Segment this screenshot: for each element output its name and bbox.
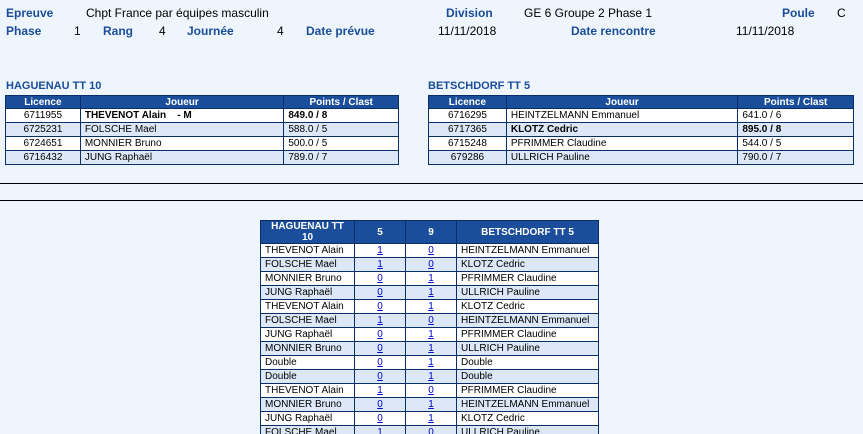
separator-top [0,183,863,184]
match-home-score-cell [355,286,406,300]
match-row [261,258,599,272]
player-licence: 6724651 [6,137,81,151]
phase-value: 1 [74,24,81,38]
match-row [261,412,599,426]
player-licence: 6717365 [429,123,507,137]
match-home-score-link[interactable]: 0 [377,301,383,312]
player-points: 641.0 / 6 [738,109,854,123]
player-name: THEVENOT Alain - M [80,109,284,123]
match-away-score-link[interactable]: 1 [428,399,434,410]
player-name: HEINTZELMANN Emmanuel [506,109,738,123]
player-row [6,109,399,123]
journee-label: Journée [187,24,234,38]
match-away-score-link[interactable]: 1 [428,343,434,354]
match-home-player: Double [261,356,355,370]
player-points: 790.0 / 7 [738,151,854,165]
match-away-score-link[interactable]: 0 [428,315,434,326]
match-away-score-cell [406,286,457,300]
separator-bottom [0,200,863,201]
col-licence: Licence [429,96,507,109]
match-away-player: PFRIMMER Claudine [457,272,599,286]
player-points: 544.0 / 5 [738,137,854,151]
match-away-score-link[interactable]: 1 [428,413,434,424]
match-home-score-cell [355,258,406,272]
match-away-score-cell [406,314,457,328]
player-points: 789.0 / 7 [284,151,399,165]
match-away-score-link[interactable]: 0 [428,385,434,396]
match-home-player: JUNG Raphaël [261,412,355,426]
epreuve-value: Chpt France par équipes masculin [86,6,269,20]
division-label: Division [446,6,493,20]
player-points: 895.0 / 8 [738,123,854,137]
match-away-score-link[interactable]: 1 [428,329,434,340]
match-home-score-link[interactable]: 0 [377,399,383,410]
match-away-score-cell [406,384,457,398]
match-away-player: ULLRICH Pauline [457,426,599,434]
match-home-player: MONNIER Bruno [261,272,355,286]
match-home-score-cell [355,370,406,384]
player-points: 849.0 / 8 [284,109,399,123]
matches-header-away: BETSCHDORF TT 5 [457,221,599,244]
match-home-score-link[interactable]: 1 [377,427,383,434]
player-row [6,151,399,165]
col-licence: Licence [6,96,81,109]
match-home-score-link[interactable]: 1 [377,259,383,270]
match-away-score-link[interactable]: 0 [428,259,434,270]
match-home-player: Double [261,370,355,384]
player-licence: 6716295 [429,109,507,123]
player-name: KLOTZ Cedric [506,123,738,137]
player-licence: 679286 [429,151,507,165]
poule-value: C [837,6,846,20]
matches-header-home-score: 5 [355,221,406,244]
match-away-player: Double [457,356,599,370]
match-away-score-cell [406,426,457,434]
match-away-score-link[interactable]: 1 [428,301,434,312]
col-joueur: Joueur [80,96,284,109]
player-name: PFRIMMER Claudine [506,137,738,151]
matches-header-home: HAGUENAU TT 10 [261,221,355,244]
match-row [261,398,599,412]
match-home-score-link[interactable]: 0 [377,329,383,340]
match-away-player: KLOTZ Cedric [457,258,599,272]
team-left-title: HAGUENAU TT 10 [6,80,102,92]
match-home-score-link[interactable]: 0 [377,371,383,382]
team-right-table [428,95,854,165]
team-right-title: BETSCHDORF TT 5 [428,80,531,92]
match-row [261,244,599,258]
match-home-score-link[interactable]: 1 [377,245,383,256]
match-home-player: MONNIER Bruno [261,398,355,412]
player-licence: 6725231 [6,123,81,137]
match-home-score-cell [355,398,406,412]
match-away-player: ULLRICH Pauline [457,342,599,356]
match-row [261,370,599,384]
match-home-player: JUNG Raphaël [261,328,355,342]
match-row [261,272,599,286]
match-home-player: THEVENOT Alain [261,384,355,398]
date-prevue-label: Date prévue [306,24,375,38]
rang-label: Rang [103,24,133,38]
match-home-player: FOLSCHE Mael [261,314,355,328]
match-away-score-link[interactable]: 1 [428,371,434,382]
match-away-score-cell [406,370,457,384]
player-row [429,123,854,137]
match-home-score-cell [355,244,406,258]
col-points: Points / Clast [284,96,399,109]
poule-label: Poule [782,6,815,20]
player-row [6,137,399,151]
match-away-player: HEINTZELMANN Emmanuel [457,244,599,258]
match-away-player: PFRIMMER Claudine [457,328,599,342]
match-away-score-cell [406,258,457,272]
match-home-score-link[interactable]: 0 [377,273,383,284]
match-row [261,356,599,370]
player-row [6,123,399,137]
epreuve-label: Epreuve [6,6,54,20]
match-home-score-cell [355,412,406,426]
match-home-score-cell [355,300,406,314]
match-home-score-link[interactable]: 0 [377,343,383,354]
match-away-player: HEINTZELMANN Emmanuel [457,314,599,328]
match-away-score-cell [406,272,457,286]
match-away-player: ULLRICH Pauline [457,286,599,300]
match-home-score-cell [355,314,406,328]
match-away-score-cell [406,244,457,258]
match-home-score-link[interactable]: 0 [377,413,383,424]
match-home-score-link[interactable]: 1 [377,385,383,396]
match-away-score-cell [406,342,457,356]
rang-value: 4 [159,24,166,38]
match-home-score-link[interactable]: 1 [377,315,383,326]
player-points: 500.0 / 5 [284,137,399,151]
player-row [429,109,854,123]
match-row [261,300,599,314]
match-away-player: HEINTZELMANN Emmanuel [457,398,599,412]
matches-header-away-score: 9 [406,221,457,244]
match-away-score-link[interactable]: 0 [428,427,434,434]
player-points: 588.0 / 5 [284,123,399,137]
match-home-score-cell [355,272,406,286]
player-licence: 6716432 [6,151,81,165]
match-home-player: FOLSCHE Mael [261,426,355,434]
match-row [261,286,599,300]
journee-value: 4 [277,24,284,38]
match-row [261,342,599,356]
match-home-score-link[interactable]: 0 [377,287,383,298]
player-licence: 6711955 [6,109,81,123]
match-away-score-link[interactable]: 1 [428,357,434,368]
match-row [261,426,599,434]
match-home-player: THEVENOT Alain [261,300,355,314]
match-away-score-cell [406,328,457,342]
match-home-score-cell [355,426,406,434]
match-home-player: FOLSCHE Mael [261,258,355,272]
match-home-player: THEVENOT Alain [261,244,355,258]
match-away-score-link[interactable]: 1 [428,273,434,284]
match-away-player: KLOTZ Cedric [457,300,599,314]
match-row [261,328,599,342]
match-home-player: JUNG Raphaël [261,286,355,300]
player-name: ULLRICH Pauline [506,151,738,165]
player-name: JUNG Raphaël [80,151,284,165]
player-licence: 6715248 [429,137,507,151]
player-name: FOLSCHE Mael [80,123,284,137]
col-points: Points / Clast [738,96,854,109]
date-prevue-value: 11/11/2018 [438,24,497,38]
match-away-score-link[interactable]: 0 [428,245,434,256]
match-away-player: Double [457,370,599,384]
match-home-player: MONNIER Bruno [261,342,355,356]
matches-table [260,220,599,434]
player-name: MONNIER Bruno [80,137,284,151]
date-rencontre-value: 11/11/2018 [736,24,795,38]
match-row [261,384,599,398]
match-away-score-cell [406,398,457,412]
match-home-score-cell [355,384,406,398]
phase-label: Phase [6,24,42,38]
player-row [429,137,854,151]
match-home-score-link[interactable]: 0 [377,357,383,368]
match-away-score-cell [406,300,457,314]
division-value: GE 6 Groupe 2 Phase 1 [524,6,653,20]
match-home-score-cell [355,356,406,370]
team-left-table [5,95,399,165]
match-away-player: KLOTZ Cedric [457,412,599,426]
match-away-score-link[interactable]: 1 [428,287,434,298]
match-away-player: PFRIMMER Claudine [457,384,599,398]
player-row [429,151,854,165]
date-rencontre-label: Date rencontre [571,24,656,38]
match-row [261,314,599,328]
match-home-score-cell [355,328,406,342]
col-joueur: Joueur [506,96,738,109]
match-away-score-cell [406,356,457,370]
match-home-score-cell [355,342,406,356]
match-away-score-cell [406,412,457,426]
